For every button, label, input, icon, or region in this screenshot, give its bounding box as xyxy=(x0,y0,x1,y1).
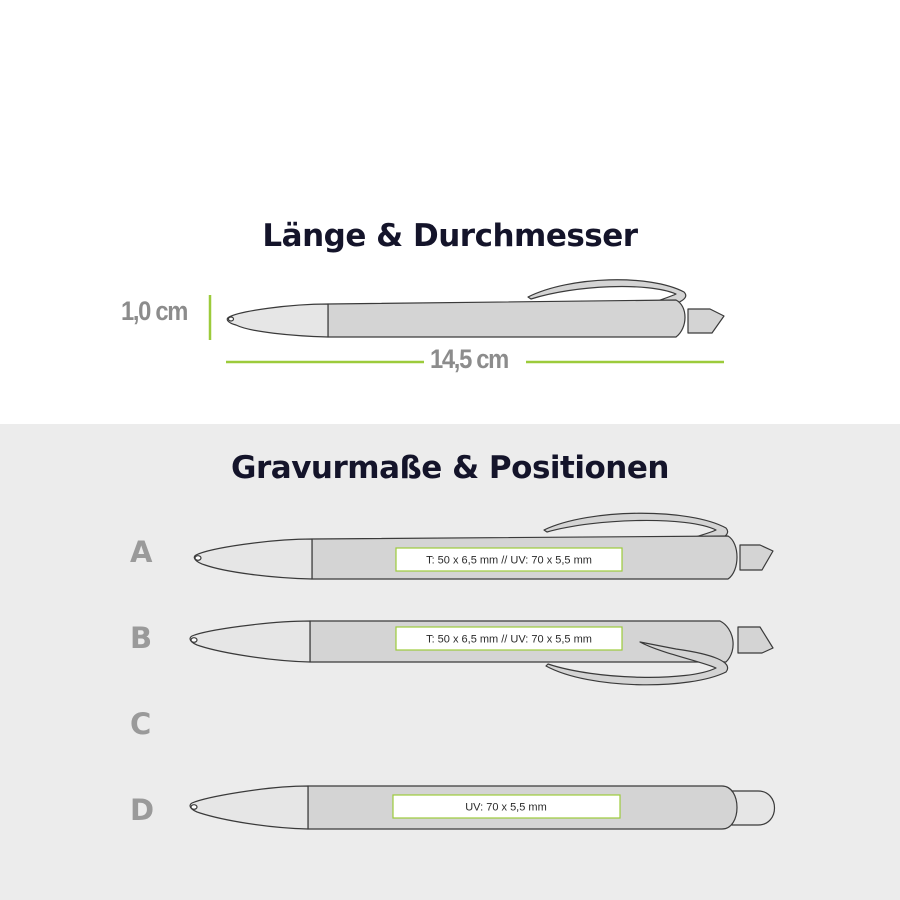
position-letter-d: D xyxy=(130,793,155,827)
position-letter-a: A xyxy=(130,535,153,569)
pen-a-nib xyxy=(195,556,201,561)
pen-a-tip xyxy=(194,539,312,579)
engraving-label-b: T: 50 x 6,5 mm // UV: 70 x 5,5 mm xyxy=(426,633,592,646)
length-diameter-title: Länge & Durchmesser xyxy=(262,218,638,254)
pen-top-nib xyxy=(229,317,234,321)
pen-a-plunger xyxy=(740,545,773,570)
pen-b-plunger xyxy=(738,627,773,653)
pen-top-plunger xyxy=(688,309,724,333)
pen-top xyxy=(227,280,724,337)
pen-top-barrel xyxy=(328,300,685,337)
diameter-label: 1,0 cm xyxy=(121,296,188,326)
position-letter-c: C xyxy=(130,707,152,741)
pen-b-nib xyxy=(191,638,197,643)
engraving-positions-title: Gravurmaße & Positionen xyxy=(231,450,669,486)
position-letter-b: B xyxy=(130,621,153,655)
pen-d-nib xyxy=(191,805,197,810)
engraving-label-a: T: 50 x 6,5 mm // UV: 70 x 5,5 mm xyxy=(426,554,592,567)
pen-d-tip xyxy=(190,786,308,829)
length-label: 14,5 cm xyxy=(430,344,508,374)
pen-b-tip xyxy=(190,621,310,662)
pen-d-button xyxy=(732,791,775,825)
engraving-label-d: UV: 70 x 5,5 mm xyxy=(465,801,547,814)
pen-top-tip xyxy=(227,304,328,337)
